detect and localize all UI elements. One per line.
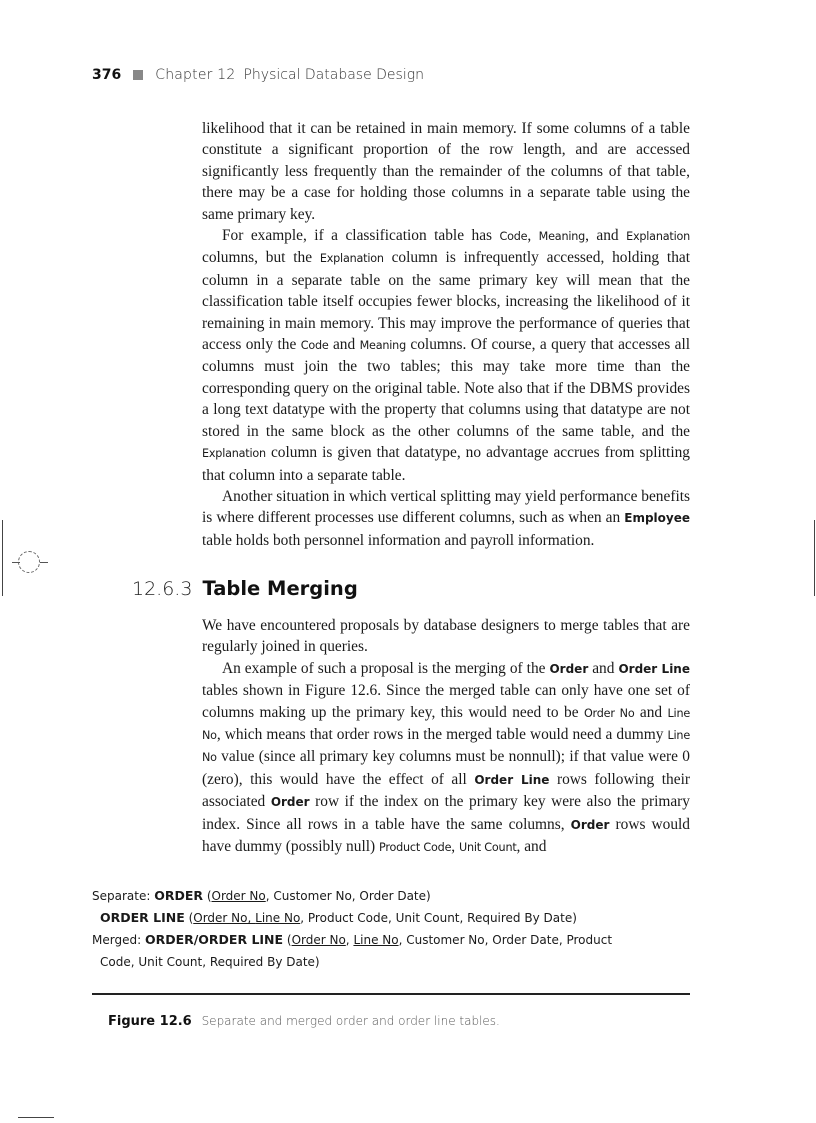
- running-header: [92, 64, 424, 86]
- table-order: Order: [570, 817, 610, 832]
- paragraph-1: [202, 118, 690, 225]
- figure-rule: [92, 993, 690, 995]
- column-meaning: Meaning: [359, 339, 406, 353]
- table-order-line: Order Line: [474, 772, 550, 787]
- schema-line-separate-order-line: ORDER LINE (Order No, Line No, Product Code, Unit Count, Required By Date): [100, 910, 577, 925]
- table-employee: Employee: [624, 511, 690, 526]
- caption-text: Separate and merged order and order line tables.: [201, 1014, 500, 1028]
- page-number: 376: [92, 67, 122, 83]
- column-meaning: Meaning: [538, 230, 586, 244]
- body-text-block-1: [202, 118, 690, 551]
- column-product-code: Product Code: [378, 841, 452, 855]
- crop-mark-left: [2, 520, 3, 596]
- column-line-no: Line No: [202, 729, 690, 765]
- paragraph-3: Another situation in which vertical splitting may yield performance benefits is where different processes use different columns, such as when an Employee table holds both personnel information and payroll information.: [202, 487, 691, 549]
- table-order: Order: [270, 795, 310, 810]
- table-order-line: Order Line: [618, 661, 690, 676]
- column-explanation: Explanation: [202, 447, 266, 461]
- column-code: Code: [300, 339, 329, 353]
- crop-mark-right: [814, 520, 815, 596]
- chapter-title: Physical Database Design: [243, 67, 424, 83]
- schema-line-merged-cont: Code, Unit Count, Required By Date): [100, 955, 320, 969]
- body-text-block-2: [202, 615, 690, 858]
- paragraph-2: For example, if a classification table has Code, Meaning, and Explanation columns, but the Explanation column is infrequently accessed, holding that column in a separate table on the same primary key will mean that the classification table itself occupies fewer blocks, increasing the likelihood of it remaining in main memory. This may improve the performance of queries that access only the Code and Meaning columns. Of course, a query that accesses all columns must join the two tables; this may take more time than the corresponding query on the original table. Note also that if the DBMS provides a long text datatype with the property that columns using that datatype are not stored in the same block as the other columns of the same table, and the Explanation column is given that datatype, no advantage accrues from splitting that column into a separate table.: [202, 227, 691, 484]
- registration-line: [40, 562, 48, 563]
- header-square-icon: [133, 70, 143, 80]
- column-code: Code: [499, 230, 528, 244]
- schema-table-merged: ORDER/ORDER LINE: [144, 932, 284, 947]
- figure-caption: [108, 1014, 500, 1029]
- section-title: Table Merging: [202, 577, 358, 600]
- paragraph-4: We have encountered proposals by database designers to merge tables that are regularly joined in queries.: [202, 617, 690, 656]
- column-explanation: Explanation: [319, 252, 384, 266]
- primary-key: Line No: [255, 911, 301, 925]
- section-heading: [132, 577, 358, 600]
- figure-schema: [92, 885, 612, 973]
- primary-key: Order No: [193, 911, 248, 925]
- section-number: 12.6.3: [132, 578, 193, 600]
- primary-key: Order No: [291, 933, 346, 947]
- schema-line-separate-order: Separate: ORDER (Order No, Customer No, Order Date): [92, 888, 431, 903]
- column-line-no: Line No: [202, 706, 691, 743]
- schema-table-order: ORDER: [154, 888, 203, 903]
- primary-key: Line No: [353, 933, 399, 947]
- paragraph-5: An example of such a proposal is the merging of the Order and Order Line tables shown in Figure 12.6. Since the merged table can only have one set of columns making up the primary key, this would need to be Order No and Line No, which means that order rows in the merged table would need a dummy Line No value (since all primary key columns must be nonnull); if that value were 0 (zero), this would have the effect of all Order Line rows following their associated Order row if the index on the primary key were also the primary index. Since all rows in a table have the same columns, Order rows would have dummy (possibly null) Product Code, Unit Count, and: [202, 659, 691, 856]
- para1-text: likelihood that it can be retained in main memory. If some columns of a table constitute a significant proportion of the row length, and are accessed significantly less frequently than the remainder of the columns of that table, there may be a case for holding those columns in a separate table using the same primary key.: [202, 120, 690, 223]
- schema-table-order-line: ORDER LINE: [100, 910, 185, 925]
- crop-mark-bottom: [18, 1117, 54, 1118]
- caption-label: Figure 12.6: [108, 1014, 192, 1029]
- table-order: Order: [549, 661, 589, 676]
- registration-line: [12, 562, 20, 563]
- schema-line-merged: Merged: ORDER/ORDER LINE (Order No, Line No, Customer No, Order Date, Product: [92, 932, 613, 947]
- chapter-label: Chapter 12: [155, 67, 236, 83]
- primary-key: Order No: [211, 889, 266, 903]
- column-order-no: Order No: [583, 706, 635, 720]
- registration-mark-icon: [18, 551, 40, 573]
- column-unit-count: Unit Count: [458, 841, 517, 855]
- column-explanation: Explanation: [626, 230, 691, 244]
